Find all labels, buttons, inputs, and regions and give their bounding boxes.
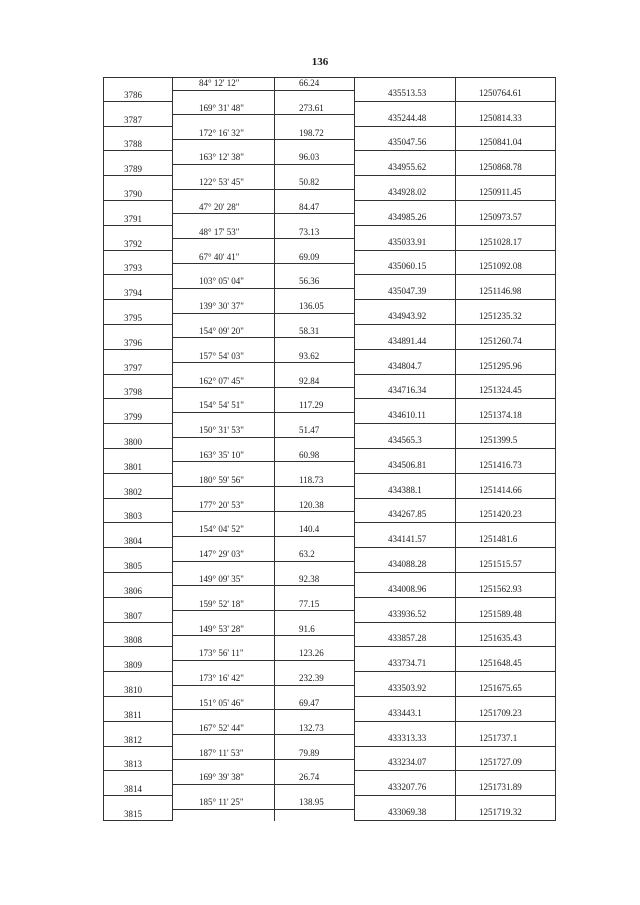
x-coordinate: 433443.1 bbox=[388, 707, 422, 718]
direction-angle: 187° 11' 53" bbox=[199, 747, 244, 758]
direction-angle: 139° 30' 37" bbox=[199, 301, 244, 312]
table-row bbox=[103, 275, 556, 300]
y-coordinate: 1251295.96 bbox=[479, 360, 522, 371]
x-coordinate: 433734.71 bbox=[388, 658, 427, 669]
x-coordinate: 435047.39 bbox=[388, 286, 427, 297]
direction-angle: 180° 59' 56" bbox=[199, 474, 244, 485]
table-row bbox=[103, 523, 556, 548]
x-coordinate: 434804.7 bbox=[388, 360, 422, 371]
y-coordinate: 1251589.48 bbox=[479, 608, 522, 619]
table-row bbox=[103, 672, 556, 697]
y-coordinate: 1251374.18 bbox=[479, 410, 522, 421]
distance: 60.98 bbox=[299, 449, 320, 460]
x-coordinate: 434955.62 bbox=[388, 162, 427, 173]
table-row bbox=[103, 499, 556, 524]
x-coordinate: 434565.3 bbox=[388, 434, 422, 445]
table-row bbox=[103, 127, 556, 152]
x-coordinate: 433234.07 bbox=[388, 757, 427, 768]
x-coordinate: 434928.02 bbox=[388, 186, 427, 197]
distance: 118.73 bbox=[299, 474, 324, 485]
distance: 58.31 bbox=[299, 325, 320, 336]
point-number: 3798 bbox=[124, 387, 142, 398]
x-coordinate: 433069.38 bbox=[388, 806, 427, 817]
direction-angle: 157° 54' 03" bbox=[199, 350, 244, 361]
distance: 136.05 bbox=[299, 301, 324, 312]
y-coordinate: 1250973.57 bbox=[479, 211, 522, 222]
x-coordinate: 434088.28 bbox=[388, 558, 427, 569]
y-coordinate: 1251146.98 bbox=[479, 286, 522, 297]
y-coordinate: 1251727.09 bbox=[479, 757, 522, 768]
table-row bbox=[103, 102, 556, 127]
point-number: 3805 bbox=[124, 560, 142, 571]
y-coordinate: 1251399.5 bbox=[479, 434, 518, 445]
table-row bbox=[103, 548, 556, 573]
y-coordinate: 1251648.45 bbox=[479, 658, 522, 669]
direction-angle: 169° 31' 48" bbox=[199, 102, 244, 113]
y-coordinate: 1251675.65 bbox=[479, 682, 522, 693]
table-row bbox=[103, 747, 556, 772]
point-number: 3790 bbox=[124, 188, 142, 199]
point-number: 3812 bbox=[124, 734, 142, 745]
table-row bbox=[103, 474, 556, 499]
direction-angle: 150° 31' 53" bbox=[199, 425, 244, 436]
y-coordinate: 1251414.66 bbox=[479, 484, 522, 495]
y-coordinate: 1251515.57 bbox=[479, 558, 522, 569]
point-number: 3793 bbox=[124, 263, 142, 274]
point-number: 3794 bbox=[124, 288, 142, 299]
distance: 96.03 bbox=[299, 152, 320, 163]
y-coordinate: 1251481.6 bbox=[479, 534, 518, 545]
survey-coordinates-table bbox=[103, 77, 556, 821]
point-number: 3797 bbox=[124, 362, 142, 373]
distance: 198.72 bbox=[299, 127, 324, 138]
x-coordinate: 434267.85 bbox=[388, 509, 427, 520]
direction-angle: 147° 29' 03" bbox=[199, 549, 244, 560]
distance: 69.09 bbox=[299, 251, 320, 262]
y-coordinate: 1251719.32 bbox=[479, 806, 522, 817]
table-row bbox=[103, 771, 556, 796]
direction-angle: 154° 04' 52" bbox=[199, 524, 244, 535]
point-number: 3789 bbox=[124, 164, 142, 175]
x-coordinate: 433313.33 bbox=[388, 732, 427, 743]
table-row bbox=[103, 201, 556, 226]
table-row bbox=[103, 176, 556, 201]
x-coordinate: 434506.81 bbox=[388, 459, 427, 470]
y-coordinate: 1251709.23 bbox=[479, 707, 522, 718]
direction-angle: 169° 39' 38" bbox=[199, 772, 244, 783]
y-coordinate: 1251420.23 bbox=[479, 509, 522, 520]
distance: 77.15 bbox=[299, 598, 320, 609]
distance: 123.26 bbox=[299, 648, 324, 659]
table-row bbox=[103, 424, 556, 449]
y-coordinate: 1251324.45 bbox=[479, 385, 522, 396]
direction-angle: 151° 05' 46" bbox=[199, 697, 244, 708]
distance: 92.38 bbox=[299, 573, 320, 584]
y-coordinate: 1250814.33 bbox=[479, 112, 522, 123]
distance: 232.39 bbox=[299, 673, 324, 684]
distance: 84.47 bbox=[299, 201, 320, 212]
direction-angle: 163° 35' 10" bbox=[199, 449, 244, 460]
x-coordinate: 434943.92 bbox=[388, 310, 427, 321]
point-number: 3811 bbox=[124, 709, 142, 720]
direction-angle: 177° 20' 53" bbox=[199, 499, 244, 510]
table-row bbox=[103, 697, 556, 722]
point-number: 3810 bbox=[124, 684, 142, 695]
y-coordinate: 1251092.08 bbox=[479, 261, 522, 272]
direction-angle: 48° 17' 53" bbox=[199, 226, 240, 237]
direction-angle: 103° 05' 04" bbox=[199, 276, 244, 287]
table-row bbox=[103, 226, 556, 251]
y-coordinate: 1251737.1 bbox=[479, 732, 518, 743]
y-coordinate: 1251028.17 bbox=[479, 236, 522, 247]
direction-angle: 163° 12' 38" bbox=[199, 152, 244, 163]
y-coordinate: 1250764.61 bbox=[479, 87, 522, 98]
direction-angle: 84° 12' 12" bbox=[199, 78, 240, 88]
point-number: 3803 bbox=[124, 511, 142, 522]
distance: 138.95 bbox=[299, 797, 324, 808]
x-coordinate: 434141.57 bbox=[388, 534, 427, 545]
distance: 117.29 bbox=[299, 400, 324, 411]
distance: 56.36 bbox=[299, 276, 320, 287]
point-number: 3813 bbox=[124, 759, 142, 770]
point-number: 3796 bbox=[124, 337, 142, 348]
y-coordinate: 1251562.93 bbox=[479, 583, 522, 594]
x-coordinate: 433857.28 bbox=[388, 633, 427, 644]
table-row bbox=[103, 598, 556, 623]
direction-angle: 172° 16' 32" bbox=[199, 127, 244, 138]
direction-angle: 185° 11' 25" bbox=[199, 797, 244, 808]
y-coordinate: 1250868.78 bbox=[479, 162, 522, 173]
point-number: 3804 bbox=[124, 536, 142, 547]
y-coordinate: 1251235.32 bbox=[479, 310, 522, 321]
point-number: 3795 bbox=[124, 312, 142, 323]
table-row bbox=[103, 623, 556, 648]
distance: 73.13 bbox=[299, 226, 320, 237]
direction-angle: 67° 40' 41" bbox=[199, 251, 240, 262]
y-coordinate: 1250841.04 bbox=[479, 137, 522, 148]
distance: 92.84 bbox=[299, 375, 320, 386]
distance: 26.74 bbox=[299, 772, 320, 783]
direction-angle: 154° 09' 20" bbox=[199, 325, 244, 336]
y-coordinate: 1251416.73 bbox=[479, 459, 522, 470]
x-coordinate: 435060.15 bbox=[388, 261, 427, 272]
distance: 120.38 bbox=[299, 499, 324, 510]
point-number: 3792 bbox=[124, 238, 142, 249]
point-number: 3786 bbox=[124, 89, 142, 100]
distance: 93.62 bbox=[299, 350, 320, 361]
distance: 132.73 bbox=[299, 722, 324, 733]
direction-angle: 149° 53' 28" bbox=[199, 623, 244, 634]
table-row bbox=[103, 449, 556, 474]
point-number: 3809 bbox=[124, 660, 142, 671]
table-row bbox=[103, 151, 556, 176]
x-coordinate: 434985.26 bbox=[388, 211, 427, 222]
direction-angle: 122° 53' 45" bbox=[199, 177, 244, 188]
direction-angle: 173° 16' 42" bbox=[199, 673, 244, 684]
table-row bbox=[103, 251, 556, 276]
direction-angle: 173° 56' 11" bbox=[199, 648, 244, 659]
point-number: 3791 bbox=[124, 213, 142, 224]
point-number: 3808 bbox=[124, 635, 142, 646]
x-coordinate: 434716.34 bbox=[388, 385, 427, 396]
x-coordinate: 435033.91 bbox=[388, 236, 427, 247]
direction-angle: 162° 07' 45" bbox=[199, 375, 244, 386]
table-row bbox=[103, 796, 556, 821]
distance: 50.82 bbox=[299, 177, 320, 188]
x-coordinate: 433503.92 bbox=[388, 682, 427, 693]
x-coordinate: 434008.96 bbox=[388, 583, 427, 594]
point-number: 3807 bbox=[124, 610, 142, 621]
page-number: 136 bbox=[311, 56, 329, 68]
direction-angle: 149° 09' 35" bbox=[199, 573, 244, 584]
table-row bbox=[103, 375, 556, 400]
direction-angle: 47° 20' 28" bbox=[199, 201, 240, 212]
point-number: 3815 bbox=[124, 808, 142, 819]
distance: 63.2 bbox=[299, 549, 315, 560]
distance: 140.4 bbox=[299, 524, 320, 535]
table-row bbox=[103, 325, 556, 350]
point-number: 3799 bbox=[124, 412, 142, 423]
x-coordinate: 434610.11 bbox=[388, 410, 426, 421]
point-number: 3788 bbox=[124, 139, 142, 150]
y-coordinate: 1251731.89 bbox=[479, 782, 522, 793]
direction-angle: 159° 52' 18" bbox=[199, 598, 244, 609]
table-row bbox=[103, 77, 556, 102]
distance: 79.89 bbox=[299, 747, 320, 758]
direction-angle: 167° 52' 44" bbox=[199, 722, 244, 733]
distance: 69.47 bbox=[299, 697, 320, 708]
table-row bbox=[103, 350, 556, 375]
point-number: 3814 bbox=[124, 784, 142, 795]
x-coordinate: 435244.48 bbox=[388, 112, 427, 123]
distance: 273.61 bbox=[299, 102, 324, 113]
table-row bbox=[103, 399, 556, 424]
direction-angle: 154° 54' 51" bbox=[199, 400, 244, 411]
x-coordinate: 433936.52 bbox=[388, 608, 427, 619]
x-coordinate: 434891.44 bbox=[388, 335, 427, 346]
table-row bbox=[103, 647, 556, 672]
point-number: 3800 bbox=[124, 436, 142, 447]
point-number: 3806 bbox=[124, 585, 142, 596]
x-coordinate: 434388.1 bbox=[388, 484, 422, 495]
point-number: 3802 bbox=[124, 486, 142, 497]
distance: 51.47 bbox=[299, 425, 320, 436]
table-row bbox=[103, 300, 556, 325]
y-coordinate: 1250911.45 bbox=[479, 186, 522, 197]
point-number: 3801 bbox=[124, 461, 142, 472]
y-coordinate: 1251635.43 bbox=[479, 633, 522, 644]
distance: 66.24 bbox=[299, 78, 320, 88]
distance: 91.6 bbox=[299, 623, 315, 634]
table-row bbox=[103, 573, 556, 598]
table-row bbox=[103, 722, 556, 747]
y-coordinate: 1251260.74 bbox=[479, 335, 522, 346]
point-number: 3787 bbox=[124, 114, 142, 125]
x-coordinate: 433207.76 bbox=[388, 782, 427, 793]
x-coordinate: 435047.56 bbox=[388, 137, 427, 148]
x-coordinate: 435513.53 bbox=[388, 87, 427, 98]
